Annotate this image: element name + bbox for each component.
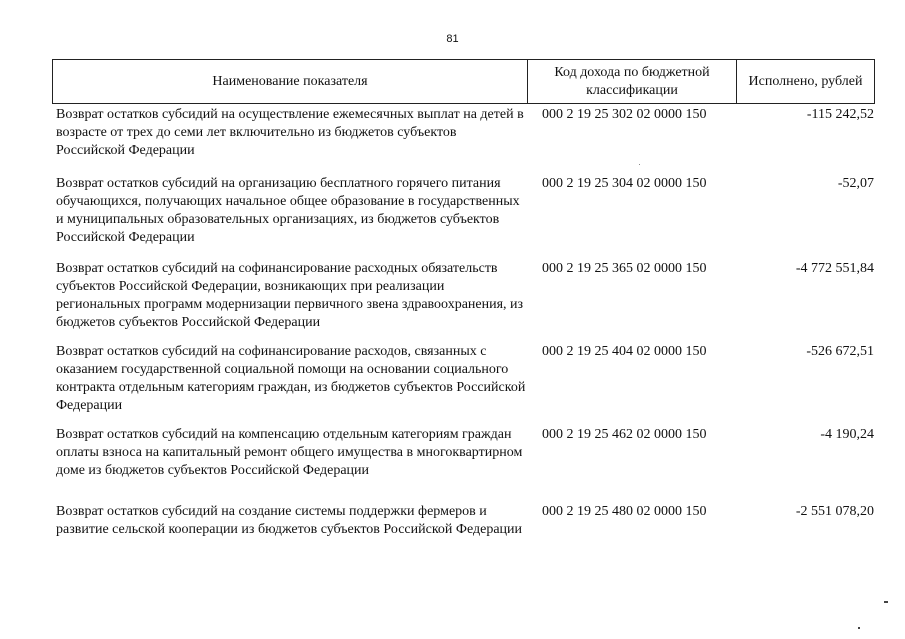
row-name: Возврат остатков субсидий на осуществление ежемесячных выплат на детей в возрасте от трех до семи лет включительно из бюджетов субъектов Российской Федерации: [56, 107, 524, 158]
row-code: 000 2 19 25 404 02 0000 150: [542, 344, 707, 359]
header-name-column: Наименование показателя: [53, 60, 528, 103]
row-code: 000 2 19 25 462 02 0000 150: [542, 427, 707, 442]
row-name: Возврат остатков субсидий на создание системы поддержки фермеров и развитие сельской кооперации из бюджетов субъектов Российской Федерации: [56, 504, 523, 537]
row-amount: -52,07: [837, 176, 874, 191]
row-name: Возврат остатков субсидий на софинансирование расходных обязательств субъектов Российской Федерации, возникающих при реализации региональных программ модернизации первичного звена здравоохранения, из бюджетов субъектов Российской Федерации: [56, 261, 524, 330]
page-number: 81: [446, 33, 459, 45]
row-name: Возврат остатков субсидий на организацию бесплатного горячего питания обучающихся, получающих начальное общее образование в государственных и муниципальных образовательных организациях, из бюджетов субъектов Российской Федерации: [56, 176, 520, 245]
row-amount: -115 242,52: [806, 107, 874, 122]
row-amount: -4 190,24: [820, 427, 874, 442]
row-code: 000 2 19 25 480 02 0000 150: [542, 504, 707, 519]
row-code: 000 2 19 25 365 02 0000 150: [542, 261, 707, 276]
row-code: 000 2 19 25 304 02 0000 150: [542, 176, 707, 191]
row-code: 000 2 19 25 302 02 0000 150: [542, 107, 707, 122]
row-amount: -4 772 551,84: [795, 261, 874, 276]
row-amount: -526 672,51: [806, 344, 874, 359]
row-amount: -2 551 078,20: [795, 504, 874, 519]
row-name: Возврат остатков субсидий на софинансирование расходов, связанных с оказанием государственной социальной помощи на основании социального контракта отдельным категориям граждан, из бюджетов субъектов Российской Федерации: [56, 344, 526, 413]
row-name: Возврат остатков субсидий на компенсацию отдельным категориям граждан оплаты взноса на капитальный ремонт общего имущества в многоквартирном доме из бюджетов субъектов Российской Федерации: [56, 427, 523, 478]
header-code-column: Код дохода по бюджетной классификации: [528, 60, 737, 103]
header-executed-column: Исполнено, рублей: [748, 73, 863, 89]
